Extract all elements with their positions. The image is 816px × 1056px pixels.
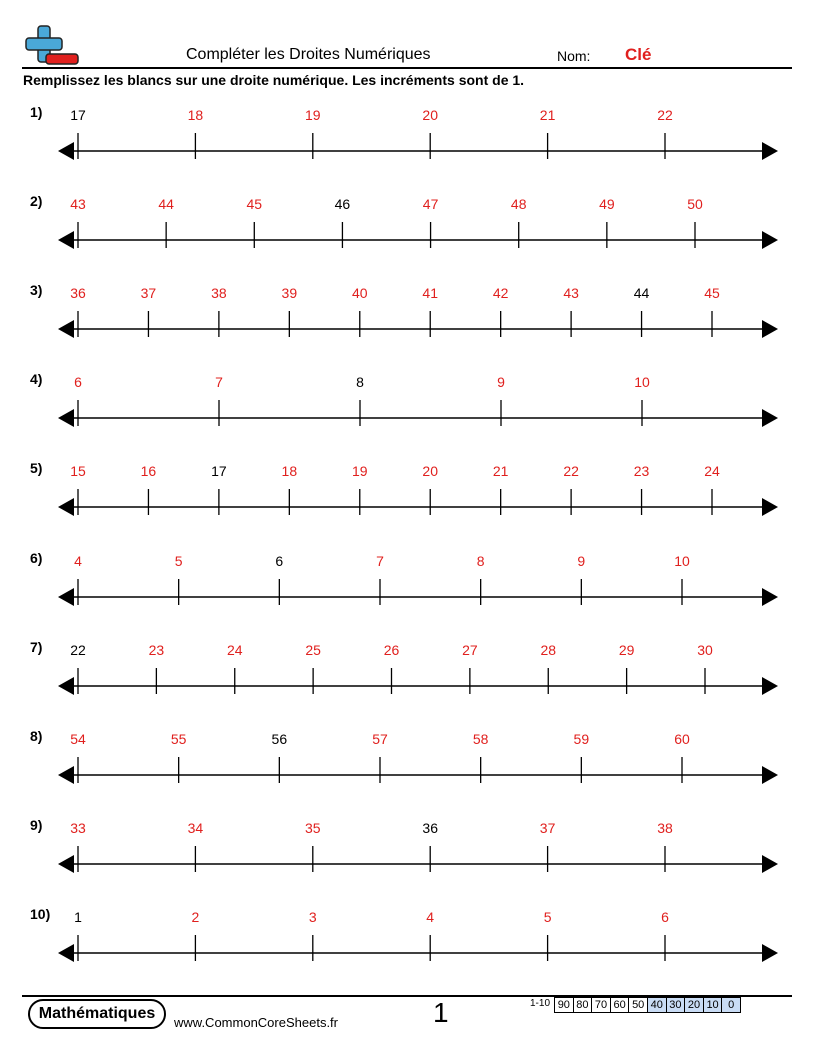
problem-1 bbox=[0, 104, 816, 184]
left-arrow-icon bbox=[58, 320, 74, 338]
answer-value-label: 24 bbox=[226, 641, 243, 658]
answer-value-label: 54 bbox=[70, 730, 86, 747]
problem-number: 1) bbox=[30, 104, 43, 120]
left-arrow-icon bbox=[58, 855, 74, 873]
given-value-label: 17 bbox=[211, 463, 227, 480]
right-arrow-icon bbox=[762, 231, 778, 249]
right-arrow-icon bbox=[762, 320, 778, 338]
answer-value-label: 33 bbox=[70, 819, 86, 836]
right-arrow-icon bbox=[762, 855, 778, 873]
problem-number: 6) bbox=[30, 549, 43, 566]
score-cell: 40 bbox=[647, 997, 667, 1013]
website-link: www.CommonCoreSheets.fr bbox=[174, 1015, 338, 1030]
answer-value-label: 9 bbox=[577, 552, 586, 569]
answer-value-label: 7 bbox=[376, 552, 384, 569]
left-arrow-icon bbox=[58, 142, 74, 160]
answer-value-label: 6 bbox=[661, 908, 669, 925]
name-value: Clé bbox=[625, 45, 652, 64]
answer-value-label: 50 bbox=[687, 196, 703, 213]
right-arrow-icon bbox=[762, 944, 778, 962]
answer-value-label: 58 bbox=[472, 730, 489, 747]
given-value-label: 8 bbox=[356, 374, 364, 391]
left-arrow-icon bbox=[58, 409, 74, 427]
answer-value-label: 42 bbox=[492, 285, 509, 302]
score-cell: 0 bbox=[721, 997, 741, 1013]
answer-value-label: 29 bbox=[618, 641, 635, 658]
answer-value-label: 41 bbox=[422, 285, 439, 302]
answer-value-label: 15 bbox=[70, 463, 86, 480]
problem-number: 5) bbox=[30, 460, 43, 477]
answer-value-label: 26 bbox=[383, 641, 400, 658]
answer-value-label: 23 bbox=[633, 463, 650, 480]
answer-value-label: 48 bbox=[510, 196, 527, 213]
given-value-label: 46 bbox=[334, 196, 351, 213]
number-line bbox=[0, 282, 816, 362]
answer-value-label: 43 bbox=[563, 285, 579, 302]
right-arrow-icon bbox=[762, 142, 778, 160]
answer-value-label: 45 bbox=[704, 285, 720, 302]
answer-value-label: 6 bbox=[74, 374, 82, 391]
answer-value-label: 43 bbox=[70, 196, 86, 213]
score-range-label: 1-10 bbox=[530, 998, 551, 1009]
answer-value-label: 9 bbox=[497, 374, 505, 391]
right-arrow-icon bbox=[762, 409, 778, 427]
number-line bbox=[0, 550, 816, 630]
answer-value-label: 36 bbox=[70, 285, 86, 302]
number-line bbox=[0, 104, 816, 184]
answer-value-label: 4 bbox=[426, 908, 435, 925]
page-number: 1 bbox=[433, 997, 449, 1028]
answer-value-label: 22 bbox=[563, 463, 579, 480]
left-arrow-icon bbox=[58, 766, 74, 784]
problem-3 bbox=[0, 282, 816, 362]
worksheet-title: Compléter les Droites Numériques bbox=[186, 46, 431, 63]
right-arrow-icon bbox=[762, 766, 778, 784]
left-arrow-icon bbox=[58, 944, 74, 962]
answer-value-label: 47 bbox=[422, 196, 439, 213]
problem-5 bbox=[0, 460, 816, 540]
answer-value-label: 44 bbox=[158, 196, 174, 213]
number-line bbox=[0, 460, 816, 540]
problem-number: 8) bbox=[30, 727, 43, 744]
answer-value-label: 28 bbox=[540, 641, 557, 658]
answer-value-label: 23 bbox=[148, 641, 165, 658]
answer-value-label: 18 bbox=[281, 463, 298, 480]
answer-value-label: 20 bbox=[422, 107, 438, 123]
problem-4 bbox=[0, 371, 816, 451]
problem-6 bbox=[0, 550, 816, 630]
answer-value-label: 18 bbox=[187, 107, 204, 123]
score-cell: 80 bbox=[573, 997, 593, 1013]
score-cell: 60 bbox=[610, 997, 630, 1013]
answer-value-label: 57 bbox=[372, 730, 388, 747]
right-arrow-icon bbox=[762, 677, 778, 695]
name-label: Nom: bbox=[557, 48, 591, 64]
answer-value-label: 19 bbox=[351, 463, 368, 480]
answer-value-label: 5 bbox=[174, 552, 183, 569]
given-value-label: 36 bbox=[422, 819, 438, 836]
score-cell: 30 bbox=[666, 997, 686, 1013]
answer-value-label: 20 bbox=[422, 463, 439, 480]
answer-value-label: 2 bbox=[191, 908, 200, 925]
answer-value-label: 55 bbox=[170, 730, 187, 747]
answer-value-label: 38 bbox=[657, 819, 673, 836]
score-cell: 10 bbox=[703, 997, 723, 1013]
answer-value-label: 19 bbox=[305, 107, 321, 123]
subject-badge: Mathématiques bbox=[28, 999, 166, 1029]
left-arrow-icon bbox=[58, 677, 74, 695]
number-line bbox=[0, 639, 816, 719]
score-cell: 70 bbox=[591, 997, 611, 1013]
answer-value-label: 60 bbox=[674, 730, 690, 747]
score-cell: 50 bbox=[628, 997, 648, 1013]
left-arrow-icon bbox=[58, 498, 74, 516]
answer-value-label: 24 bbox=[704, 463, 720, 480]
number-line bbox=[0, 193, 816, 273]
answer-value-label: 10 bbox=[674, 552, 690, 569]
answer-value-label: 21 bbox=[492, 463, 509, 480]
answer-value-label: 37 bbox=[539, 819, 556, 836]
answer-value-label: 49 bbox=[599, 196, 615, 213]
problem-10 bbox=[0, 906, 816, 986]
header-divider bbox=[22, 67, 792, 69]
right-arrow-icon bbox=[762, 588, 778, 606]
number-line bbox=[0, 728, 816, 808]
left-arrow-icon bbox=[58, 231, 74, 249]
score-cells bbox=[555, 997, 741, 1013]
answer-value-label: 25 bbox=[305, 641, 321, 658]
problem-number: 3) bbox=[30, 282, 43, 299]
problem-number: 7) bbox=[30, 638, 43, 655]
problem-9 bbox=[0, 817, 816, 897]
answer-value-label: 40 bbox=[351, 285, 368, 302]
answer-value-label: 38 bbox=[211, 285, 227, 302]
answer-value-label: 59 bbox=[573, 730, 590, 747]
given-value-label: 17 bbox=[70, 107, 86, 123]
answer-value-label: 5 bbox=[543, 908, 552, 925]
given-value-label: 6 bbox=[275, 552, 284, 569]
answer-value-label: 22 bbox=[657, 107, 673, 123]
answer-value-label: 21 bbox=[539, 107, 556, 123]
right-arrow-icon bbox=[762, 498, 778, 516]
problem-number: 10) bbox=[30, 905, 51, 922]
score-cell: 90 bbox=[554, 997, 574, 1013]
answer-value-label: 30 bbox=[697, 641, 713, 658]
answer-value-label: 7 bbox=[215, 374, 223, 391]
problem-2 bbox=[0, 193, 816, 273]
answer-value-label: 37 bbox=[140, 285, 157, 302]
answer-value-label: 4 bbox=[74, 552, 82, 569]
score-cell: 20 bbox=[684, 997, 704, 1013]
problem-7 bbox=[0, 639, 816, 719]
number-line bbox=[0, 371, 816, 451]
number-line bbox=[0, 906, 816, 986]
problem-number: 9) bbox=[30, 816, 43, 833]
given-value-label: 22 bbox=[70, 641, 86, 658]
given-value-label: 44 bbox=[633, 285, 650, 302]
answer-value-label: 45 bbox=[246, 196, 263, 213]
left-arrow-icon bbox=[58, 588, 74, 606]
problem-number: 4) bbox=[30, 371, 43, 388]
given-value-label: 56 bbox=[271, 730, 288, 747]
problem-number: 2) bbox=[30, 193, 43, 210]
answer-value-label: 35 bbox=[305, 819, 321, 836]
number-line bbox=[0, 817, 816, 897]
instructions: Remplissez les blancs sur une droite numérique. Les incréments sont de 1. bbox=[23, 72, 525, 88]
answer-value-label: 3 bbox=[308, 908, 317, 925]
answer-value-label: 16 bbox=[140, 463, 157, 480]
math-plus-minus-logo-icon bbox=[22, 24, 80, 66]
problem-8 bbox=[0, 728, 816, 808]
answer-value-label: 39 bbox=[281, 285, 298, 302]
score-table bbox=[530, 997, 741, 1013]
answer-value-label: 27 bbox=[462, 641, 478, 658]
answer-value-label: 10 bbox=[634, 374, 650, 391]
answer-value-label: 34 bbox=[187, 819, 204, 836]
answer-value-label: 8 bbox=[476, 552, 485, 569]
given-value-label: 1 bbox=[74, 908, 82, 925]
